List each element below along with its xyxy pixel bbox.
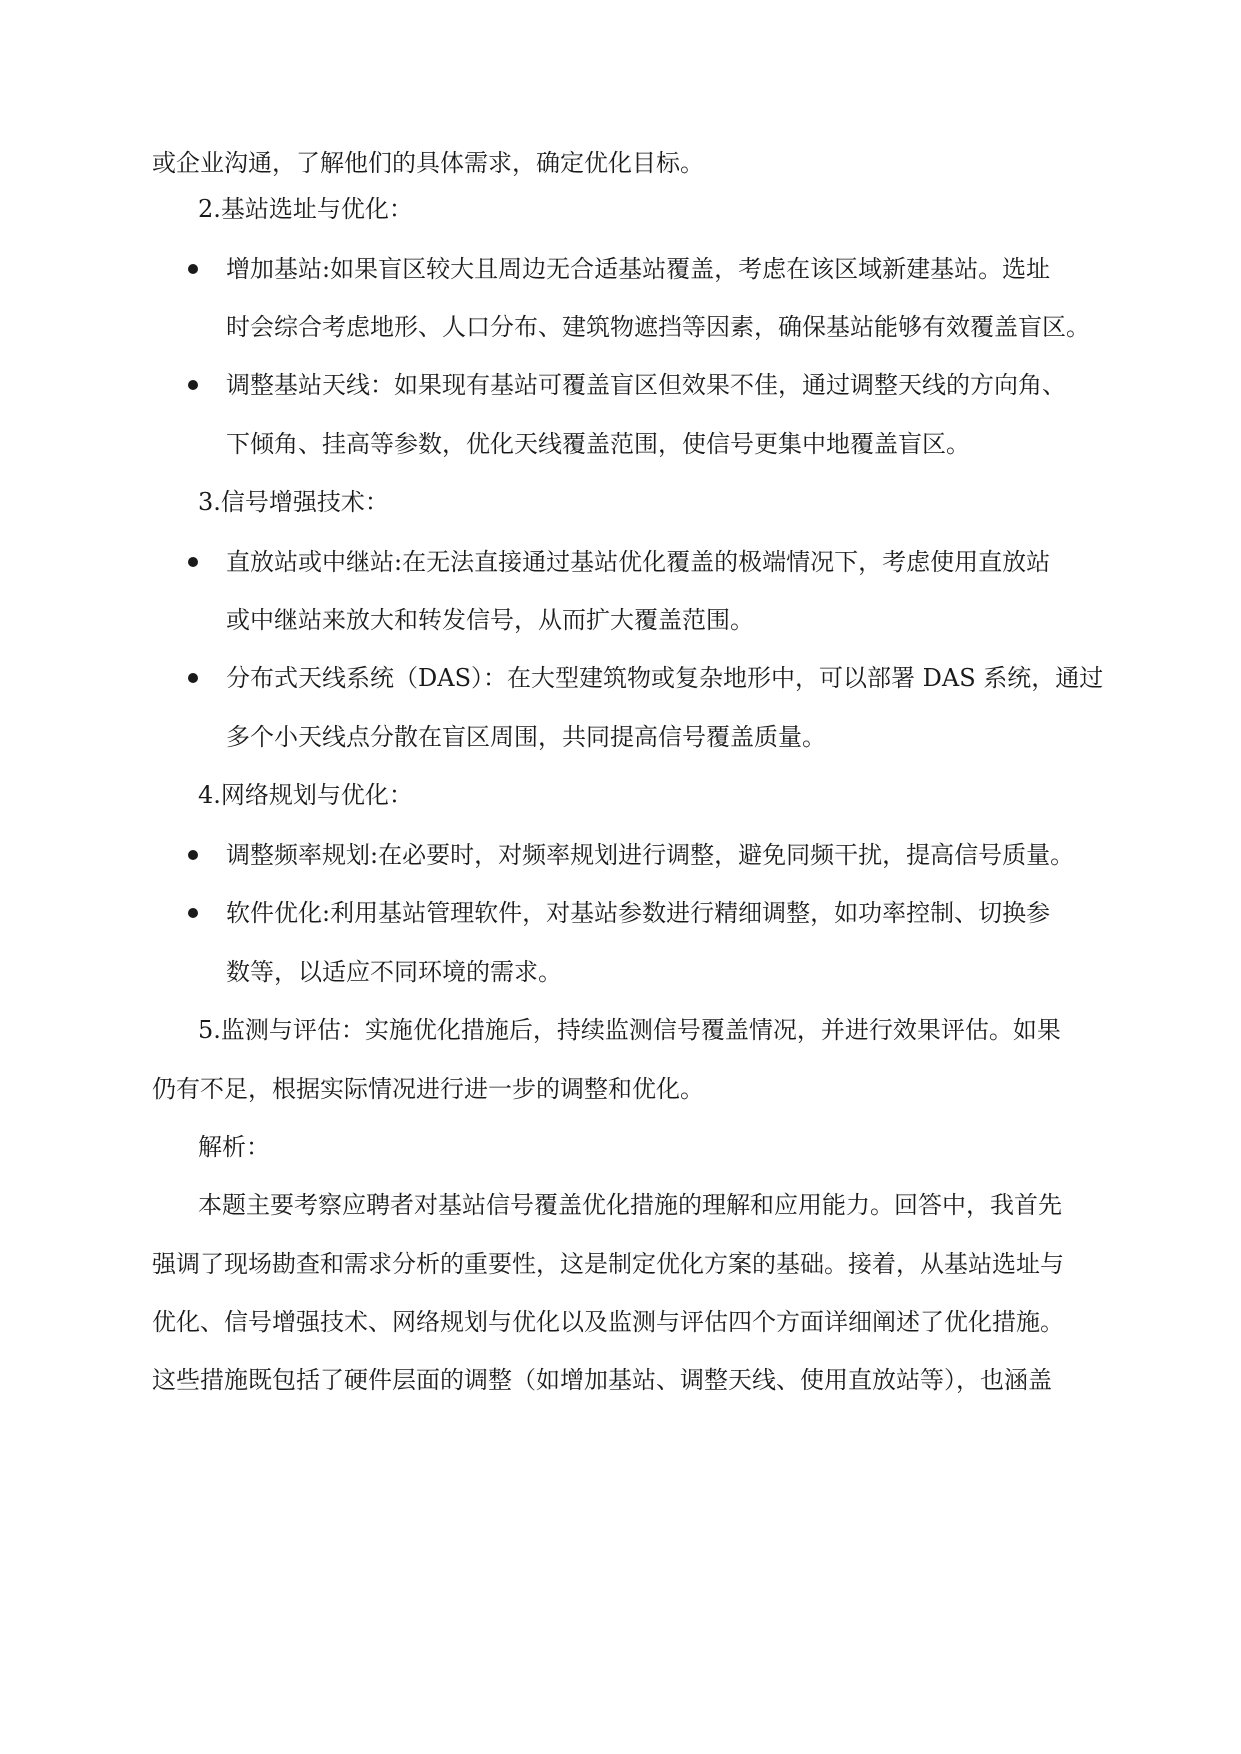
bullet-label: 调整基站天线：: [226, 371, 394, 399]
section5-continuation: 仍有不足，根据实际情况进行进一步的调整和优化。: [152, 1075, 704, 1103]
bullet-icon: [188, 380, 198, 390]
bullet-continuation: 时会综合考虑地形、人口分布、建筑物遮挡等因素，确保基站能够有效覆盖盲区。: [226, 313, 1090, 341]
analysis-line: 这些措施既包括了硬件层面的调整（如增加基站、调整天线、使用直放站等），也涵盖: [152, 1366, 1052, 1394]
bullet-text: 利用基站管理软件，对基站参数进行精细调整，如功率控制、切换参: [330, 899, 1051, 927]
bullet-label: 增加基站:: [226, 255, 331, 283]
bullet-item: [226, 896, 1050, 930]
bullet-label: 软件优化:: [226, 899, 331, 927]
section-heading: 4.网络规划与优化：: [198, 781, 413, 809]
bullet-item: [226, 545, 1050, 579]
bullet-continuation: 或中继站来放大和转发信号，从而扩大覆盖范围。: [226, 606, 754, 634]
bullet-icon: [188, 850, 198, 860]
bullet-text: 在大型建筑物或复杂地形中，可以部署 DAS 系统，通过: [507, 664, 1104, 692]
bullet-item: [226, 661, 1103, 695]
bullet-item: [226, 368, 1066, 402]
bullet-item: [226, 252, 1050, 286]
bullet-label: 直放站或中继站:: [226, 548, 403, 576]
bullet-continuation: 下倾角、挂高等参数，优化天线覆盖范围，使信号更集中地覆盖盲区。: [226, 430, 970, 458]
section-heading: 2.基站选址与优化：: [198, 195, 413, 223]
analysis-line: 本题主要考察应聘者对基站信号覆盖优化措施的理解和应用能力。回答中，我首先: [198, 1191, 1062, 1219]
bullet-icon: [188, 557, 198, 567]
bullet-text: 在必要时，对频率规划进行调整，避免同频干扰，提高信号质量。: [378, 841, 1075, 869]
intro-line: 或企业沟通，了解他们的具体需求，确定优化目标。: [152, 149, 704, 177]
analysis-heading: 解析：: [198, 1133, 270, 1161]
analysis-line: 强调了现场勘查和需求分析的重要性，这是制定优化方案的基础。接着，从基站选址与: [152, 1250, 1064, 1278]
bullet-label: 调整频率规划:: [226, 841, 379, 869]
bullet-icon: [188, 673, 198, 683]
bullet-text: 如果盲区较大且周边无合适基站覆盖，考虑在该区域新建基站。选址: [330, 255, 1051, 283]
bullet-icon: [188, 264, 198, 274]
bullet-text: 如果现有基站可覆盖盲区但效果不佳，通过调整天线的方向角、: [394, 371, 1066, 399]
bullet-label: 分布式天线系统（DAS）：: [226, 664, 508, 692]
bullet-continuation: 多个小天线点分散在盲区周围，共同提高信号覆盖质量。: [226, 723, 826, 751]
bullet-icon: [188, 908, 198, 918]
section5-line: 5.监测与评估：实施优化措施后，持续监测信号覆盖情况，并进行效果评估。如果: [198, 1016, 1061, 1044]
bullet-item: [226, 838, 1074, 872]
section-heading: 3.信号增强技术：: [198, 488, 389, 516]
bullet-continuation: 数等，以适应不同环境的需求。: [226, 958, 562, 986]
bullet-text: 在无法直接通过基站优化覆盖的极端情况下，考虑使用直放站: [402, 548, 1051, 576]
analysis-line: 优化、信号增强技术、网络规划与优化以及监测与评估四个方面详细阐述了优化措施。: [152, 1308, 1064, 1336]
